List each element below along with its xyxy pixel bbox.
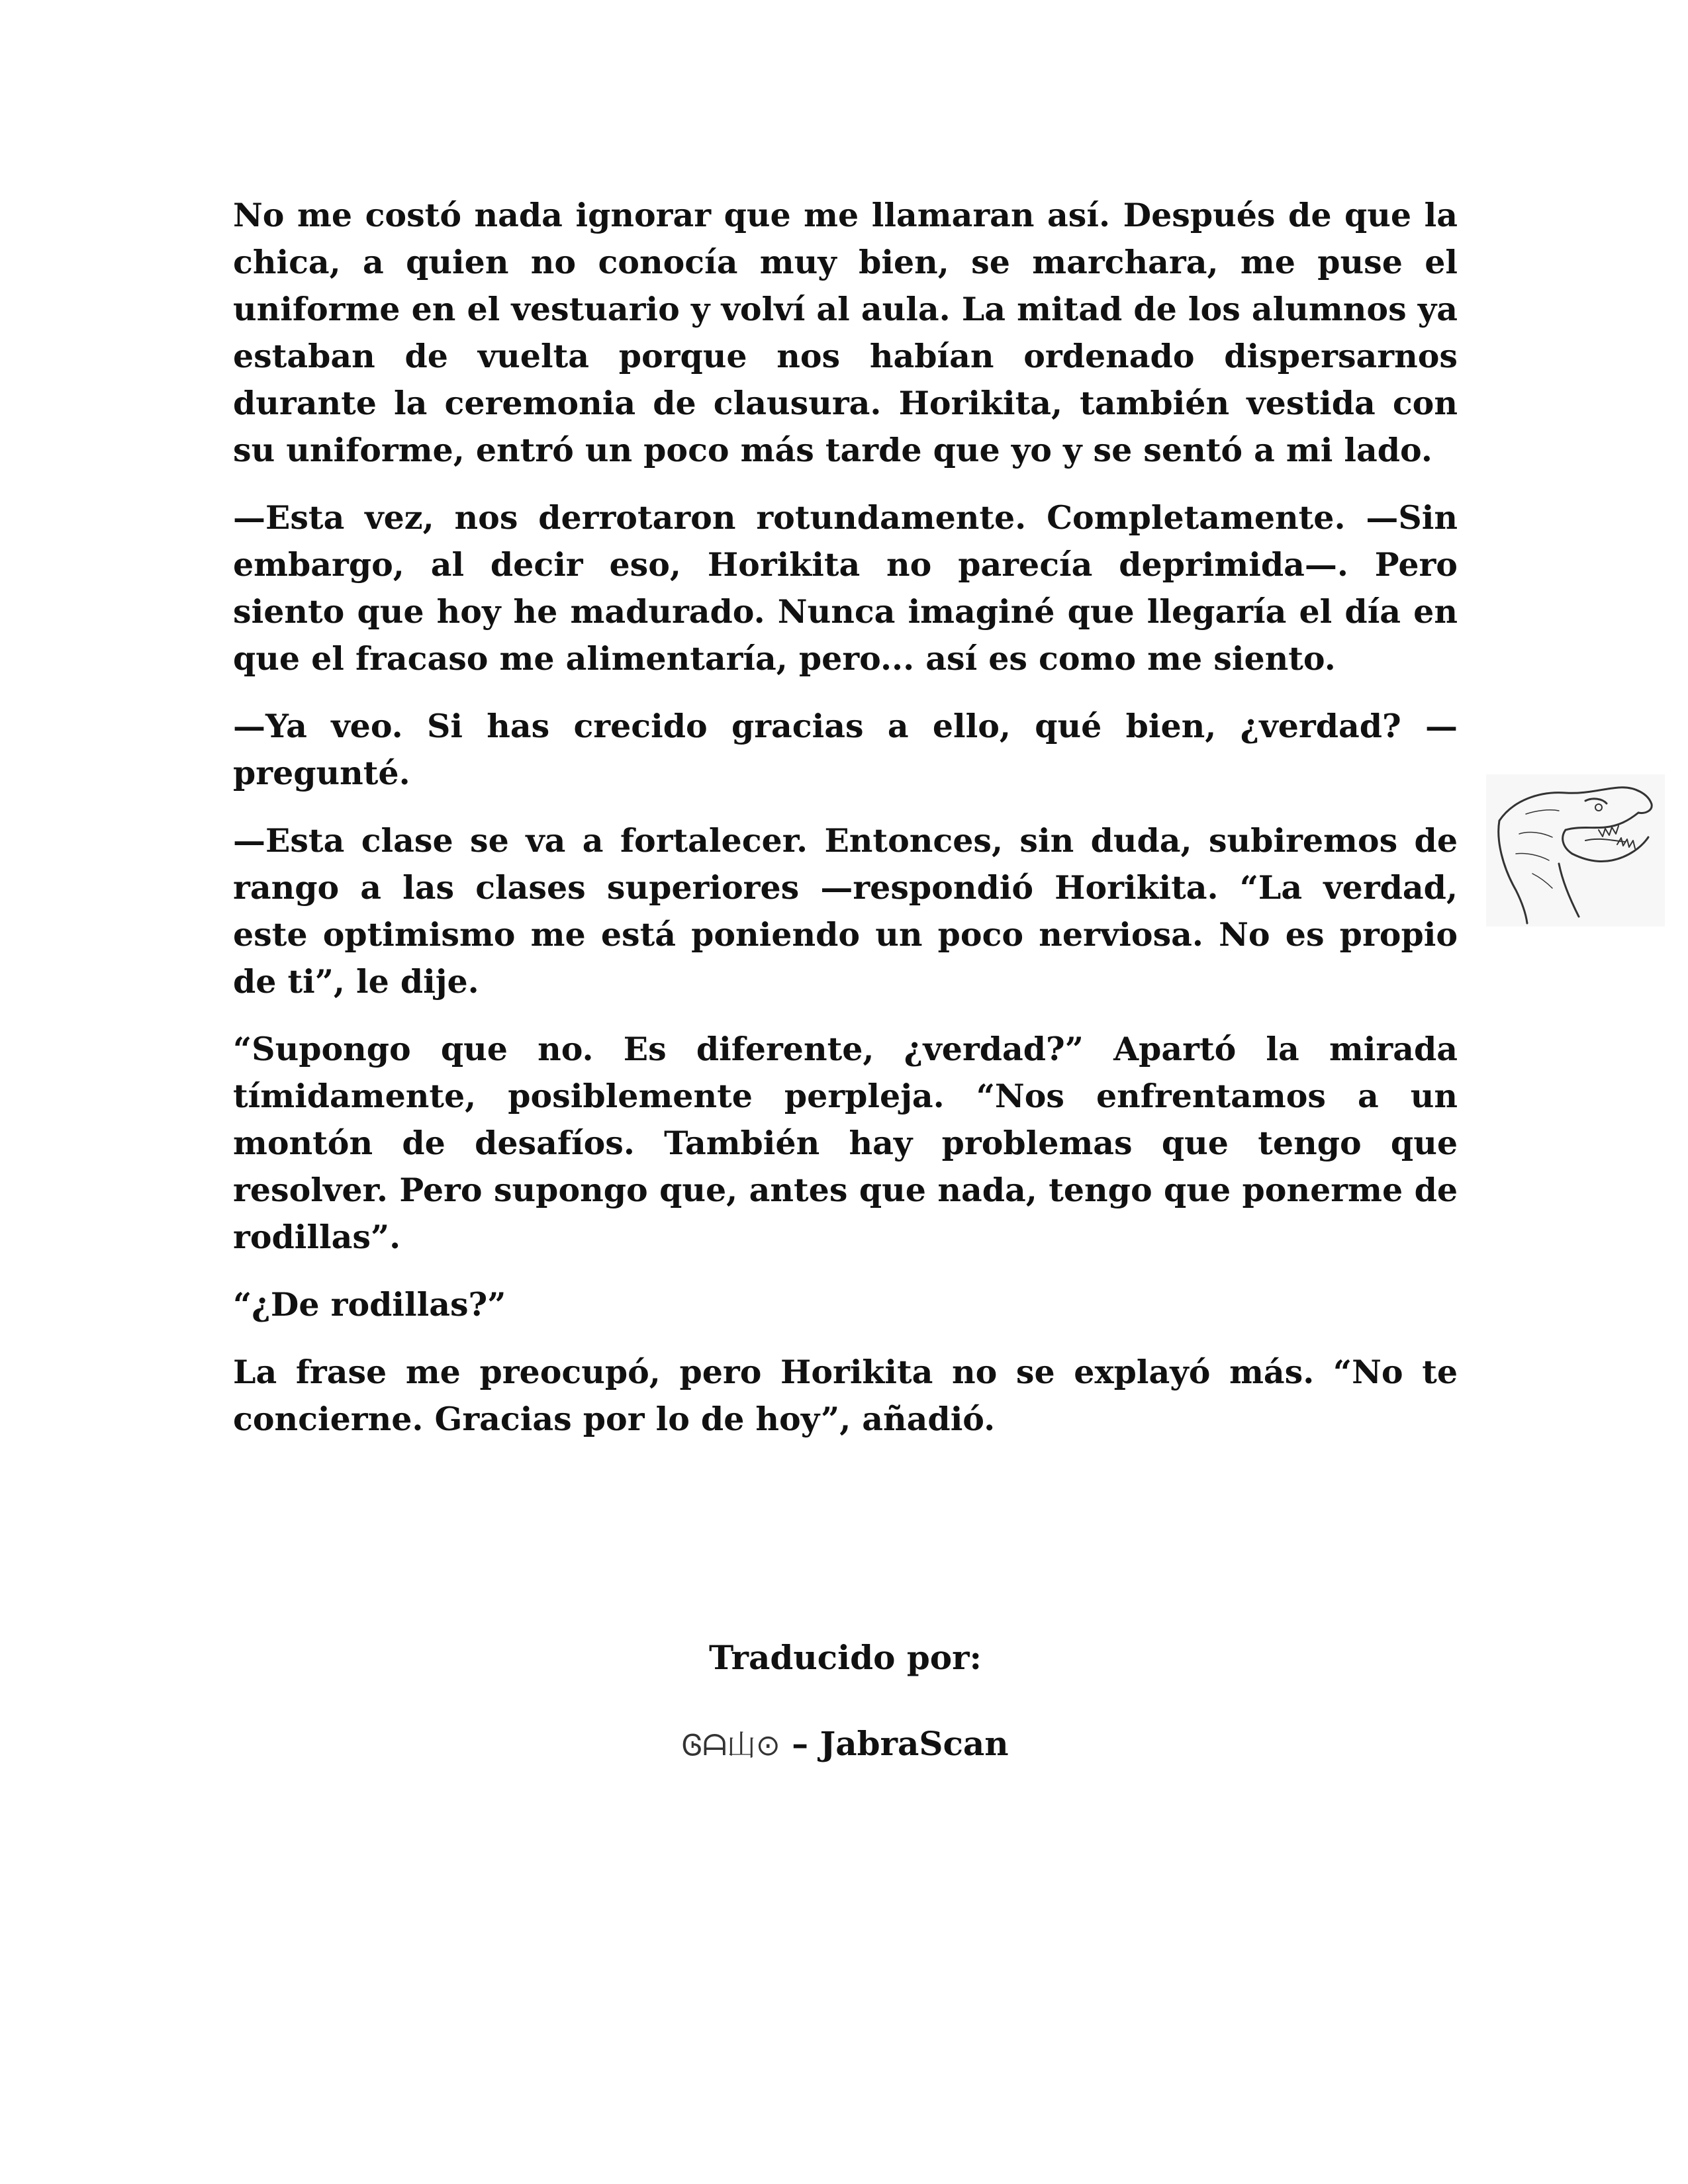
- paragraph-3: —Ya veo. Si has crecido gracias a ello, qué bien, ¿verdad? —pregunté.: [233, 707, 1458, 792]
- paragraph-1: No me costó nada ignorar que me llamaran así. Después de que la chica, a quien no conocía muy bien, se marchara, me puse el uniforme en el vestuario y volví al aula. La mitad de los alumnos ya estaban de vuelta porque nos habían ordenado dispersarnos durante la ceremonia de clausura. Horikita, también vestida con su uniforme, entró un poco más tarde que yo y se sentó a mi lado.: [233, 196, 1458, 469]
- credits-line: [233, 1721, 1458, 1769]
- credits: [233, 1635, 1458, 1769]
- paragraph-4: —Esta clase se va a fortalecer. Entonces, sin duda, subiremos de rango a las clases superiores —respondió Horikita. “La verdad, este optimismo me está poniendo un poco nerviosa. No es propio de ti”, le dije.: [233, 821, 1458, 1001]
- translator-signature: Ꮆᗩ山⊙: [682, 1729, 780, 1762]
- paragraph-5: “Supongo que no. Es diferente, ¿verdad?” Apartó la mirada tímidamente, posiblemente perpleja. “Nos enfrentamos a un montón de desafíos. También hay problemas que tengo que resolver. Pero supongo que, antes que nada, tengo que ponerme de rodillas”.: [233, 1030, 1458, 1256]
- paragraph-6: “¿De rodillas?”: [233, 1285, 506, 1324]
- paragraph-2: —Esta vez, nos derrotaron rotundamente. Completamente. —Sin embargo, al decir eso, Horikita no parecía deprimida—. Pero siento que hoy he madurado. Nunca imaginé que llegaría el día en que el fracaso me alimentaría, pero... así es como me siento.: [233, 498, 1458, 678]
- dinosaur-head-icon: [1486, 774, 1665, 927]
- credits-separator: –: [780, 1724, 820, 1763]
- credits-heading: Traducido por:: [709, 1638, 982, 1677]
- paragraph-7: La frase me preocupó, pero Horikita no se explayó más. “No te concierne. Gracias por lo de hoy”, añadió.: [233, 1353, 1458, 1438]
- scan-group-name: JabraScan: [820, 1724, 1009, 1763]
- body-text: [233, 192, 1458, 1463]
